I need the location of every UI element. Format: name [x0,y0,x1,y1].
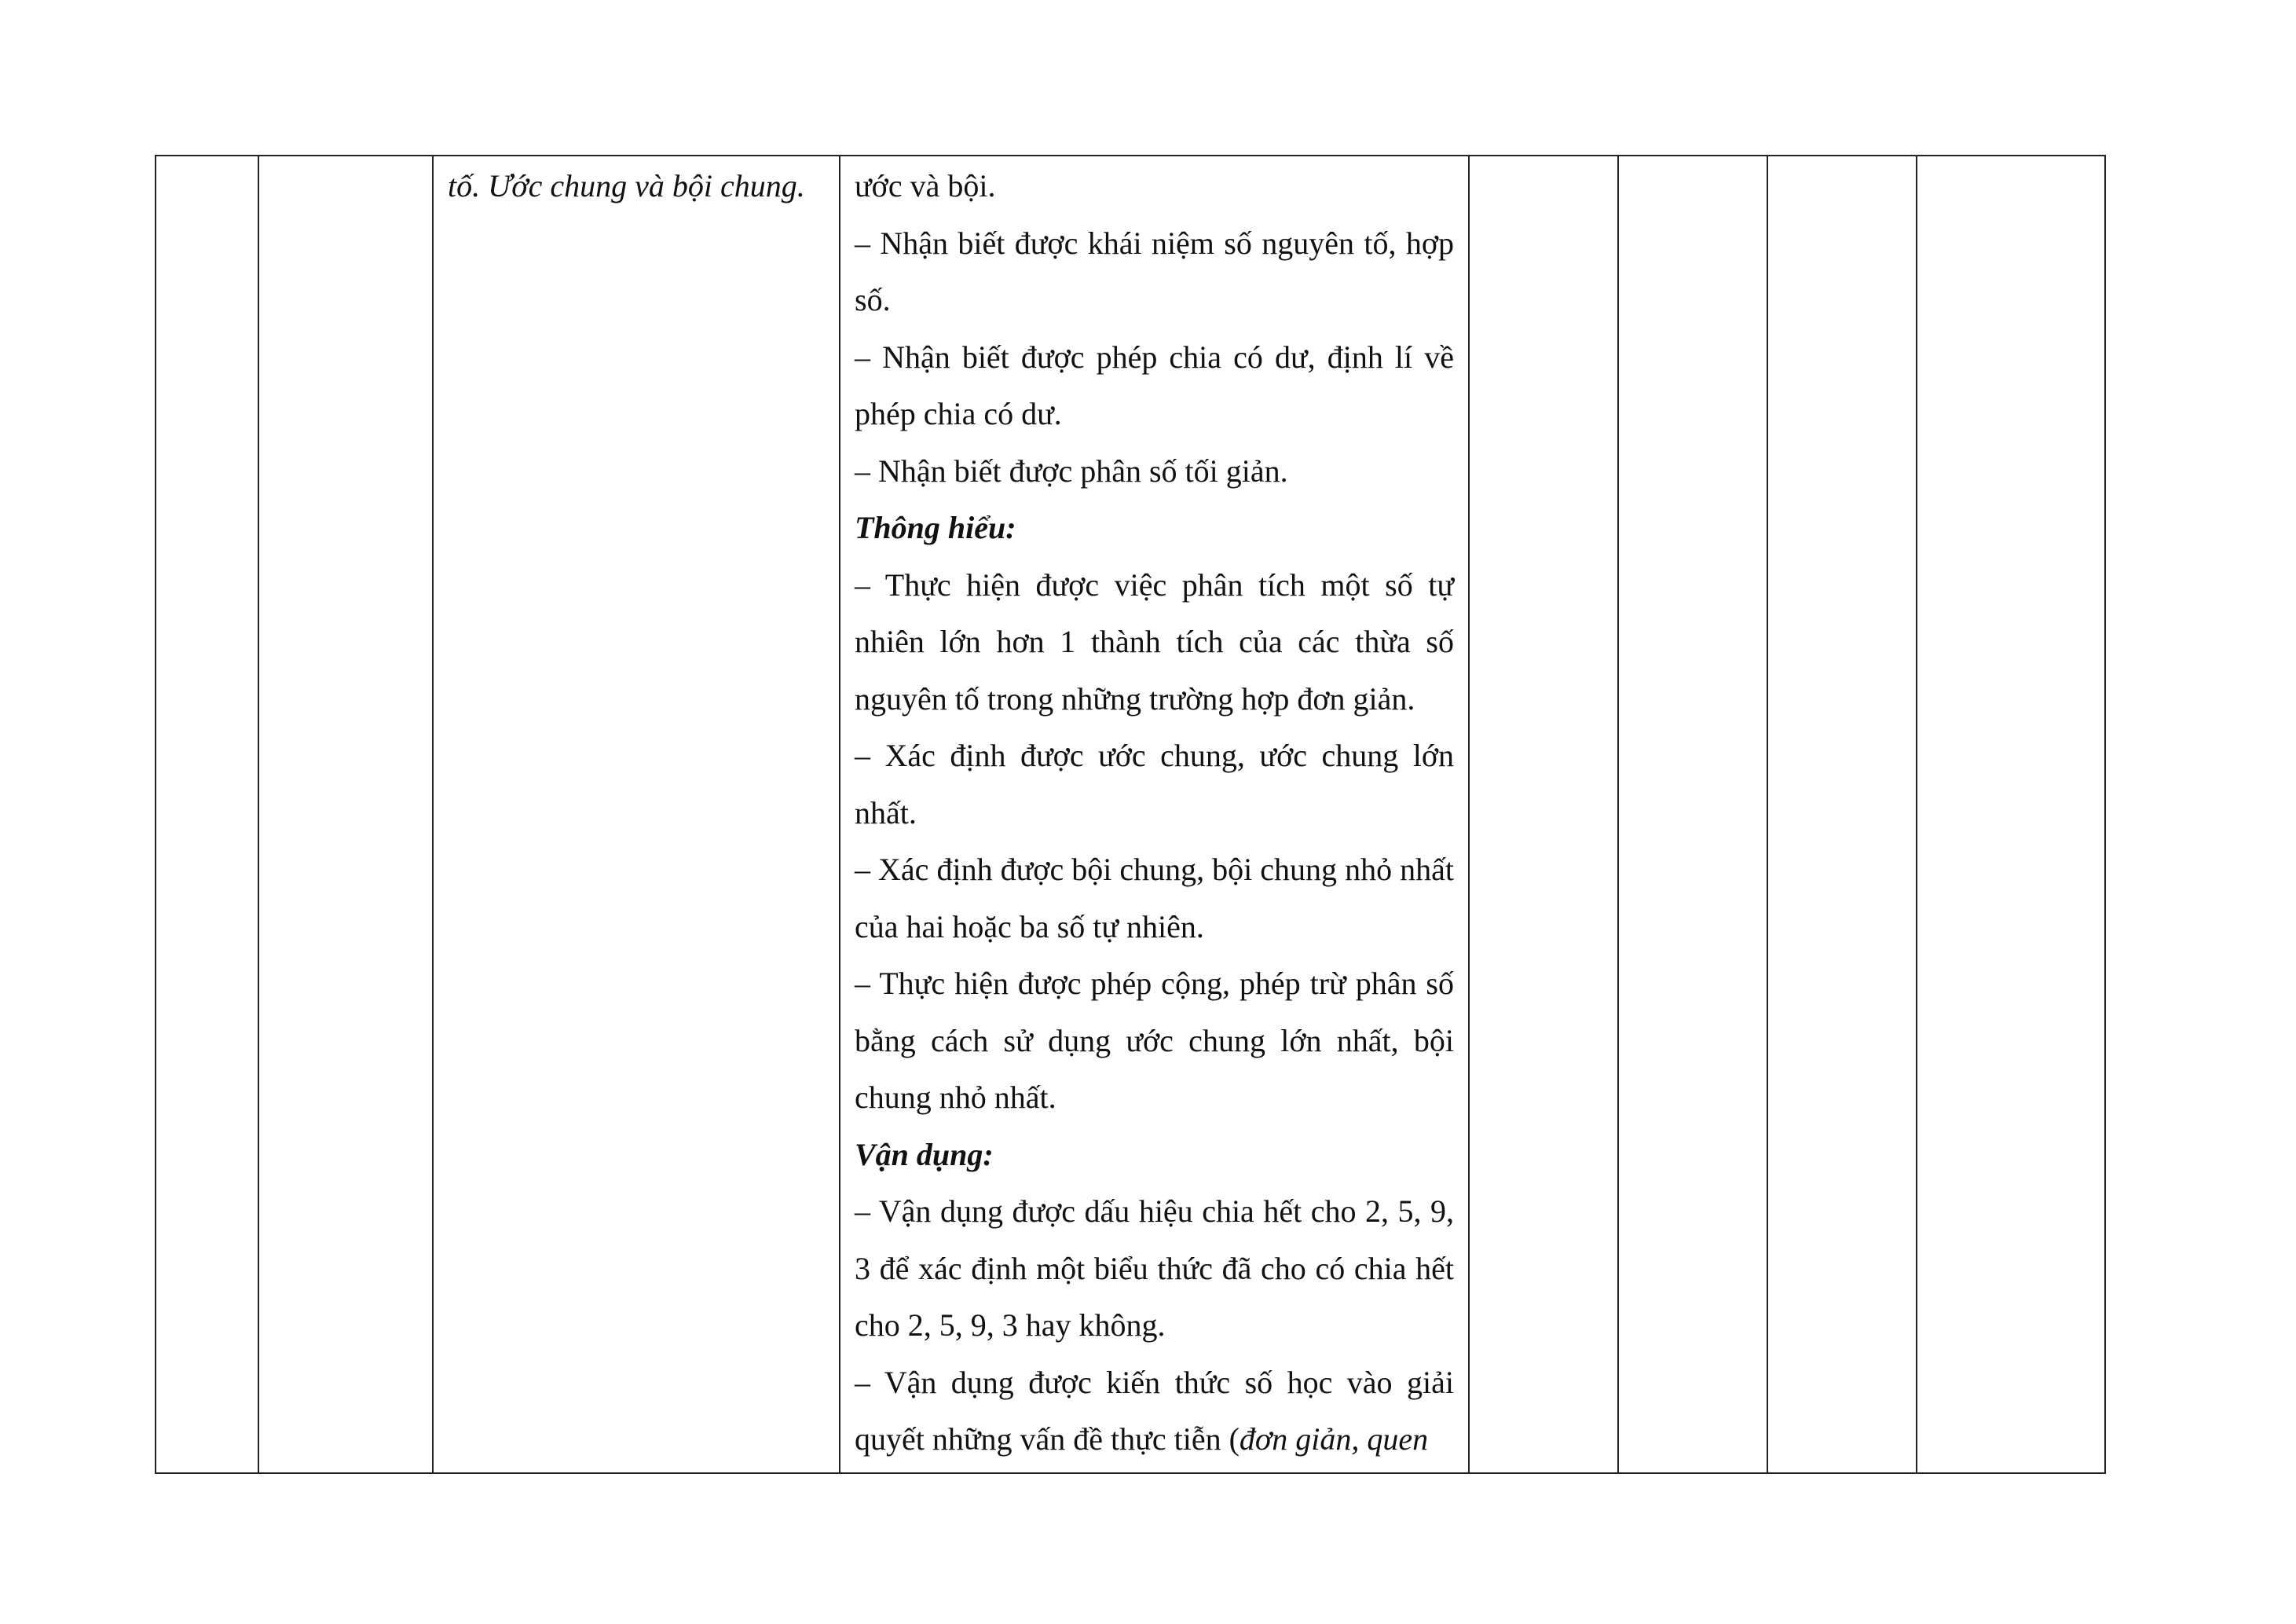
table-row [156,156,2105,1473]
requirement-list [855,158,1454,1355]
requirement-line: – Vận dụng được dấu hiệu chia hết cho 2, 5, 9, 3 để xác định một biểu thức đã cho có chia hết cho 2, 5, 9, 3 hay không. [855,1193,1454,1343]
requirement-line: ước và bội. [855,168,996,203]
count-cell-recognition [1469,156,1618,1473]
requirement-line: – Vận dụng được kiến thức số học vào giải quyết những vấn đề thực tiễn (đơn giản, quen [855,1364,1454,1457]
requirement-cell [840,156,1469,1473]
specification-matrix-table [155,155,2106,1474]
level-heading: Thông hiểu: [855,510,1016,545]
level-heading: Vận dụng: [855,1136,994,1172]
requirement-italic-text: đơn giản, quen [1239,1421,1429,1457]
requirement-line: – Thực hiện được phép cộng, phép trừ phân số bằng cách sử dụng ước chung lớn nhất, bội chung nhỏ nhất. [855,966,1454,1115]
requirement-line: – Xác định được bội chung, bội chung nhỏ nhất của hai hoặc ba số tự nhiên. [855,852,1454,944]
count-cell-high-application [1917,156,2105,1473]
topic-text: tố. Ước chung và bội chung. [448,168,805,203]
requirement-line: – Nhận biết được phân số tối giản. [855,453,1288,489]
chapter-cell [258,156,433,1473]
requirement-line: – Nhận biết được phép chia có dư, định lí về phép chia có dư. [855,339,1454,431]
requirement-line: – Nhận biết được khái niệm số nguyên tố, hợp số. [855,225,1454,317]
topic-cell [433,156,840,1473]
index-cell [156,156,258,1473]
count-cell-application [1767,156,1917,1473]
requirement-line: – Xác định được ước chung, ước chung lớn nhất. [855,738,1454,830]
count-cell-understanding [1618,156,1767,1473]
requirement-line: – Thực hiện được việc phân tích một số tự nhiên lớn hơn 1 thành tích của các thừa số nguyên tố trong những trường hợp đơn giản. [855,566,1454,717]
